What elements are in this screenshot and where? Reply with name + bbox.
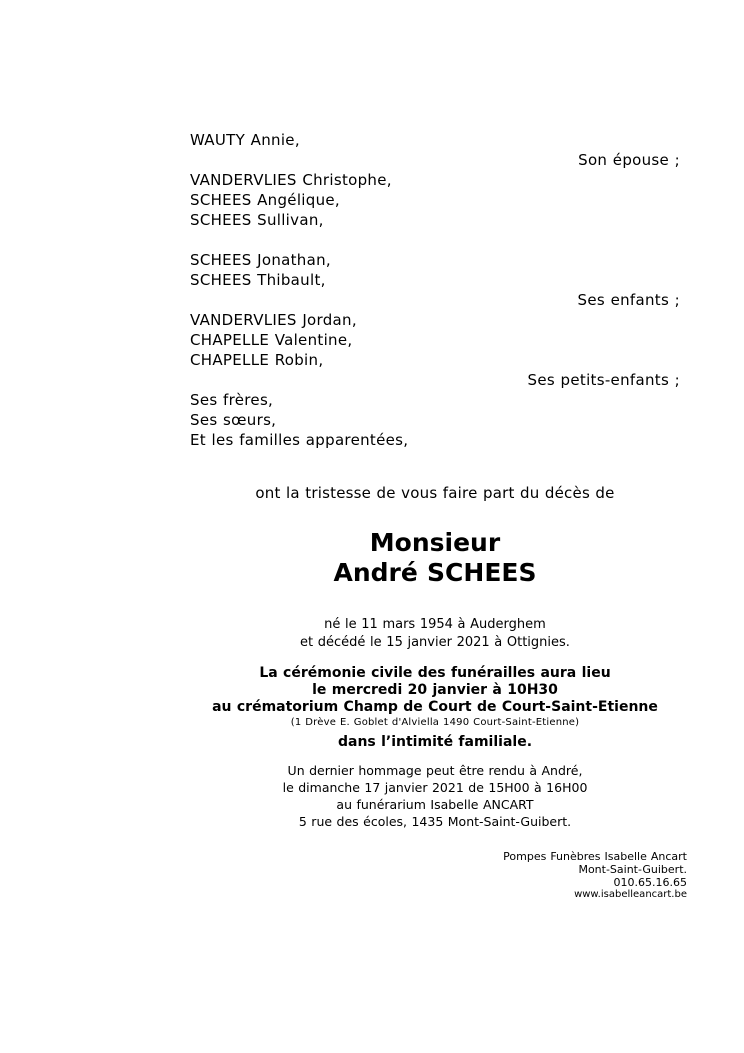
mourner-line: WAUTY Annie,	[190, 131, 300, 149]
announcement-intro: ont la tristesse de vous faire part du décès de	[255, 484, 615, 502]
funeral-home-city: Mont-Saint-Guibert.	[578, 862, 687, 876]
mourner-line: SCHEES Thibault,	[190, 271, 326, 289]
mourner-line: Ses frères,	[190, 391, 274, 409]
mourner-line: VANDERVLIES Jordan,	[190, 311, 357, 329]
ceremony-line: dans l’intimité familiale.	[337, 734, 533, 750]
blank-line	[190, 230, 680, 250]
birth-line: né le 11 mars 1954 à Auderghem	[324, 617, 546, 632]
relation-label: Ses enfants ;	[577, 291, 680, 309]
tribute-line: le dimanche 17 janvier 2021 de 15H00 à 16H00	[282, 780, 588, 795]
tribute-line: au funérarium Isabelle ANCART	[336, 797, 534, 812]
relation-label: Ses petits-enfants ;	[527, 371, 680, 389]
ceremony-details	[190, 665, 680, 751]
mourner-line: CHAPELLE Valentine,	[190, 331, 353, 349]
tribute-line: Un dernier hommage peut être rendu à André,	[287, 763, 583, 778]
birth-death-dates	[190, 616, 680, 652]
mourner-line: SCHEES Angélique,	[190, 191, 340, 209]
tribute-line: 5 rue des écoles, 1435 Mont-Saint-Guibert.	[298, 814, 572, 829]
deceased-title: Monsieur	[369, 528, 501, 557]
funeral-home-phone: 010.65.16.65	[613, 875, 687, 889]
mourner-line: SCHEES Sullivan,	[190, 211, 324, 229]
funeral-home-footer	[503, 851, 687, 902]
relation-label: Son épouse ;	[578, 151, 680, 169]
mourner-line: Et les familles apparentées,	[190, 431, 409, 449]
crematorium-address-note: (1 Drève E. Goblet d'Alviella 1490 Court-Saint-Etienne)	[290, 717, 580, 728]
deceased-name: André SCHEES	[333, 558, 537, 587]
mourner-line: VANDERVLIES Christophe,	[190, 171, 392, 189]
death-line: et décédé le 15 janvier 2021 à Ottignies.	[300, 635, 570, 650]
mourner-line: SCHEES Jonathan,	[190, 251, 331, 269]
mourners-list	[190, 130, 680, 450]
ceremony-line: le mercredi 20 janvier à 10H30	[312, 682, 558, 698]
ceremony-line: au crématorium Champ de Court de Court-Saint-Etienne	[212, 699, 658, 715]
mourner-line: Ses sœurs,	[190, 411, 277, 429]
last-tribute-details	[190, 762, 680, 830]
ceremony-line: La cérémonie civile des funérailles aura lieu	[259, 665, 611, 681]
funeral-home-name: Pompes Funèbres Isabelle Ancart	[503, 850, 687, 863]
funeral-home-website: www.isabelleancart.be	[574, 889, 687, 901]
deceased-name-block	[190, 528, 680, 588]
mourner-line: CHAPELLE Robin,	[190, 351, 324, 369]
